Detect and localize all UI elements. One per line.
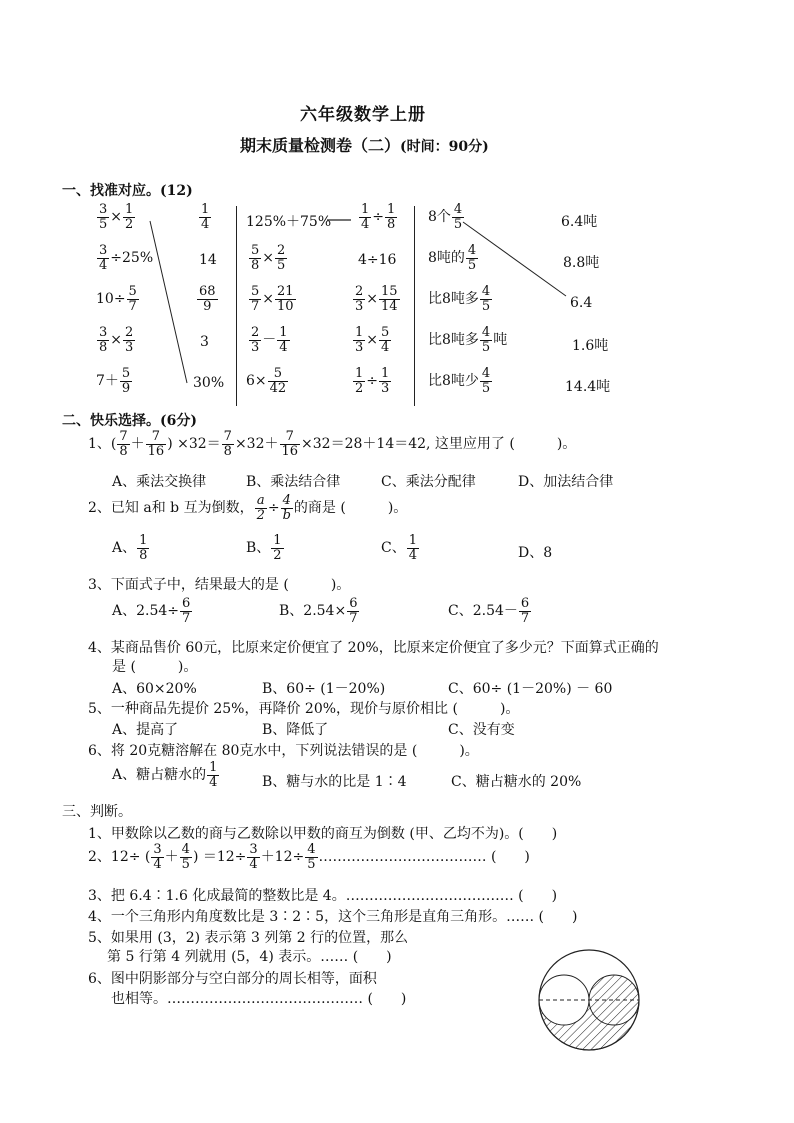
g1-right-r5: 30%	[193, 375, 225, 391]
fraction: $\frac{1}{4}$	[361, 202, 370, 232]
g3-right-r1: 6.4吨	[561, 214, 598, 230]
q2-option-c[interactable]: C、 $\frac{1}{4}$	[381, 533, 417, 563]
q3-option-a[interactable]: A、2.54÷ $\frac{6}{7}$	[112, 596, 191, 626]
judge-5-line2: 第 5 行第 4 列就用 (5，4) 表示。…… ( )	[107, 949, 392, 965]
fraction: $\frac{2}{5}$	[277, 243, 286, 273]
g2-mid-r5: $\frac{1}{2}$ ÷ $\frac{1}{3}$	[355, 366, 390, 396]
fraction: $\frac{1}{2}$	[355, 366, 364, 396]
g1-left-r1: $\frac{3}{5}$ × $\frac{1}{2}$	[99, 202, 134, 232]
fraction: $\frac{7}{8}$	[223, 429, 232, 459]
fraction: $\frac{6}{7}$	[182, 596, 191, 626]
fraction: $\frac{4}{5}$	[481, 284, 491, 314]
q2-question: 2、已知 a和 b 互为倒数， $\frac{a}{2}$ ÷ $\frac{4}{b}$ 的商是 ( )。	[88, 493, 408, 523]
fraction: $\frac{2}{3}$	[251, 325, 260, 355]
g3-right-r4: 1.6吨	[572, 338, 609, 354]
g2-mid-r1: $\frac{1}{4}$ ÷ $\frac{1}{8}$	[361, 202, 396, 232]
g3-left-r5: 比8吨少 $\frac{4}{5}$	[428, 366, 491, 396]
fraction: $\frac{15}{14}$	[381, 284, 398, 314]
g3-left-r3: 比8吨多 $\frac{4}{5}$	[428, 284, 491, 314]
fraction: $\frac{5}{4}$	[381, 325, 390, 355]
q1-option-c[interactable]: C、乘法分配律	[381, 474, 476, 490]
q6-option-c[interactable]: C、糖占糖水的 20%	[451, 774, 582, 790]
q3-option-b[interactable]: B、2.54× $\frac{6}{7}$	[279, 596, 358, 626]
fraction: $\frac{68}{9}$	[199, 284, 216, 314]
g3-right-r3: 6.4	[570, 295, 593, 311]
fraction: $\frac{1}{4}$	[201, 202, 210, 232]
g2-mid-r3: $\frac{2}{3}$ × $\frac{15}{14}$	[355, 284, 398, 314]
fraction: $\frac{4}{5}$	[181, 842, 190, 872]
fraction: $\frac{4}{5}$	[307, 842, 316, 872]
fraction: $\frac{21}{10}$	[277, 284, 294, 314]
g2-mid-r4: $\frac{1}{3}$ × $\frac{5}{4}$	[355, 325, 390, 355]
q4-option-a[interactable]: A、60×20%	[112, 681, 197, 697]
g1-right-r4: 3	[200, 334, 209, 350]
exam-time: (时间：90分)	[400, 139, 489, 155]
fraction: $\frac{4}{b}$	[282, 493, 291, 523]
judge-2: 2、12÷ ( $\frac{3}{4}$ ＋ $\frac{4}{5}$ ) ＝12÷ $\frac{3}{4}$ ＋12÷ $\frac{4}{5}$ ……………………………… ( )	[88, 842, 530, 872]
match-line	[150, 221, 187, 383]
q4-question-line2: 是 ( )。	[112, 659, 198, 675]
q1-option-a[interactable]: A、乘法交换律	[112, 474, 207, 490]
shaded-circle-figure	[534, 945, 644, 1055]
q4-option-c[interactable]: C、60÷ (1－20%) － 60	[448, 681, 613, 697]
q6-option-a[interactable]: A、糖占糖水的 $\frac{1}{4}$	[112, 760, 218, 790]
fraction: $\frac{2}{3}$	[125, 325, 134, 355]
g1-left-r3: 10÷ $\frac{5}{7}$	[96, 284, 137, 314]
fraction: $\frac{4}{5}$	[481, 325, 491, 355]
fraction: $\frac{5}{7}$	[251, 284, 260, 314]
q5-option-c[interactable]: C、没有变	[448, 722, 515, 738]
fraction: $\frac{1}{4}$	[209, 760, 218, 790]
fraction: $\frac{5}{8}$	[251, 243, 260, 273]
fraction: $\frac{3}{4}$	[99, 243, 108, 273]
fraction: $\frac{6}{7}$	[520, 596, 530, 626]
fraction: $\frac{6}{7}$	[349, 596, 358, 626]
fraction: $\frac{7}{8}$	[119, 429, 128, 459]
judge-4: 4、一个三角形内角度数比是 3∶2∶5，这个三角形是直角三角形。…… ( )	[88, 909, 578, 925]
q4-option-b[interactable]: B、60÷ (1－20%)	[262, 681, 386, 697]
fraction: $\frac{5}{42}$	[269, 366, 287, 396]
section3-heading: 三、判断。	[62, 804, 132, 820]
g2-left-r3: $\frac{5}{7}$ × $\frac{21}{10}$	[251, 284, 294, 314]
g1-left-r2: $\frac{3}{4}$ ÷25%	[99, 243, 154, 273]
fraction: $\frac{5}{7}$	[128, 284, 137, 314]
q3-question: 3、下面式子中，结果最大的是 ( )。	[88, 577, 351, 593]
exam-title-line1: 六年级数学上册	[300, 105, 426, 125]
judge-6-line1: 6、图中阴影部分与空白部分的周长相等，面积	[88, 971, 377, 987]
fraction: $\frac{5}{9}$	[121, 366, 131, 396]
q2-option-b[interactable]: B、 $\frac{1}{2}$	[246, 533, 282, 563]
judge-6-line2: 也相等。…………………………………… ( )	[111, 991, 407, 1007]
fraction: $\frac{1}{8}$	[139, 533, 148, 563]
fraction: $\frac{1}{3}$	[381, 366, 390, 396]
section1-heading: 一、找准对应。(12)	[62, 183, 193, 199]
fraction: $\frac{1}{2}$	[125, 202, 134, 232]
fraction: $\frac{3}{5}$	[99, 202, 108, 232]
exam-title-main: 期末质量检测卷（二）	[240, 136, 401, 155]
q2-option-a[interactable]: A、 $\frac{1}{8}$	[112, 533, 148, 563]
g3-right-r2: 8.8吨	[563, 255, 600, 271]
fraction: $\frac{1}{2}$	[273, 533, 282, 563]
judge-1: 1、甲数除以乙数的商与乙数除以甲数的商互为倒数 (甲、乙均不为)。( )	[88, 826, 558, 842]
q5-question: 5、一种商品先提价 25%，再降价 20%，现价与原价相比 ( )。	[88, 701, 520, 717]
q5-option-b[interactable]: B、降低了	[262, 722, 329, 738]
g3-left-r1: 8个 $\frac{4}{5}$	[428, 202, 463, 232]
matching-lines	[0, 0, 794, 420]
g2-left-r1: 125%＋75%	[246, 214, 332, 230]
q1-option-b[interactable]: B、乘法结合律	[246, 474, 341, 490]
fraction: $\frac{7}{16}$	[147, 429, 165, 459]
q4-question-line1: 4、某商品售价 60元，比原来定价便宜了 20%，比原来定价便宜了多少元？下面算式正确的	[88, 640, 659, 656]
g1-right-r2: 14	[199, 252, 217, 268]
fraction: $\frac{1}{8}$	[387, 202, 396, 232]
g2-left-r2: $\frac{5}{8}$ × $\frac{2}{5}$	[251, 243, 286, 273]
match-line	[463, 222, 566, 296]
g1-left-r4: $\frac{3}{8}$ × $\frac{2}{3}$	[99, 325, 134, 355]
fraction: $\frac{2}{3}$	[355, 284, 364, 314]
q1-option-d[interactable]: D、加法结合律	[518, 474, 614, 490]
fraction: $\frac{3}{8}$	[99, 325, 108, 355]
q5-option-a[interactable]: A、提高了	[112, 722, 179, 738]
fraction: $\frac{3}{4}$	[153, 842, 162, 872]
q1-question: 1、( $\frac{7}{8}$ ＋ $\frac{7}{16}$ ) ×32＝ $\frac{7}{8}$ ×32＋ $\frac{7}{16}$ ×32＝28＋14＝42, 这里应用了 ( )。	[88, 429, 577, 459]
g2-mid-r2: 4÷16	[358, 252, 397, 268]
q6-option-b[interactable]: B、糖与水的比是 1∶4	[262, 774, 407, 790]
fraction: $\frac{a}{2}$	[256, 493, 265, 523]
fraction: $\frac{4}{5}$	[481, 366, 491, 396]
section2-heading: 二、快乐选择。(6分)	[62, 413, 197, 429]
fraction: $\frac{4}{5}$	[467, 243, 477, 273]
judge-5-line1: 5、如果用 (3，2) 表示第 3 列第 2 行的位置，那么	[88, 930, 409, 946]
g3-right-r5: 14.4吨	[565, 379, 611, 395]
q2-option-d[interactable]: D、8	[518, 545, 553, 561]
g3-left-r4: 比8吨多 $\frac{4}{5}$ 吨	[428, 325, 508, 355]
g2-left-r4: $\frac{2}{3}$ － $\frac{1}{4}$	[251, 325, 288, 355]
judge-3: 3、把 6.4∶1.6 化成最简的整数比是 4。……………………………… ( )	[88, 888, 558, 904]
q3-option-c[interactable]: C、2.54－ $\frac{6}{7}$	[448, 596, 530, 626]
fraction: $\frac{7}{16}$	[281, 429, 299, 459]
fraction: $\frac{1}{4}$	[279, 325, 288, 355]
fraction: $\frac{1}{4}$	[408, 533, 417, 563]
q6-question: 6、将 20克糖溶解在 80克水中，下列说法错误的是 ( )。	[88, 743, 479, 759]
g2-left-r5: 6× $\frac{5}{42}$	[246, 366, 287, 396]
g1-left-r5: 7＋ $\frac{5}{9}$	[96, 366, 131, 396]
fraction: $\frac{1}{3}$	[355, 325, 364, 355]
fraction: $\frac{3}{4}$	[249, 842, 258, 872]
g3-left-r2: 8吨的 $\frac{4}{5}$	[428, 243, 477, 273]
fraction: $\frac{4}{5}$	[453, 202, 463, 232]
